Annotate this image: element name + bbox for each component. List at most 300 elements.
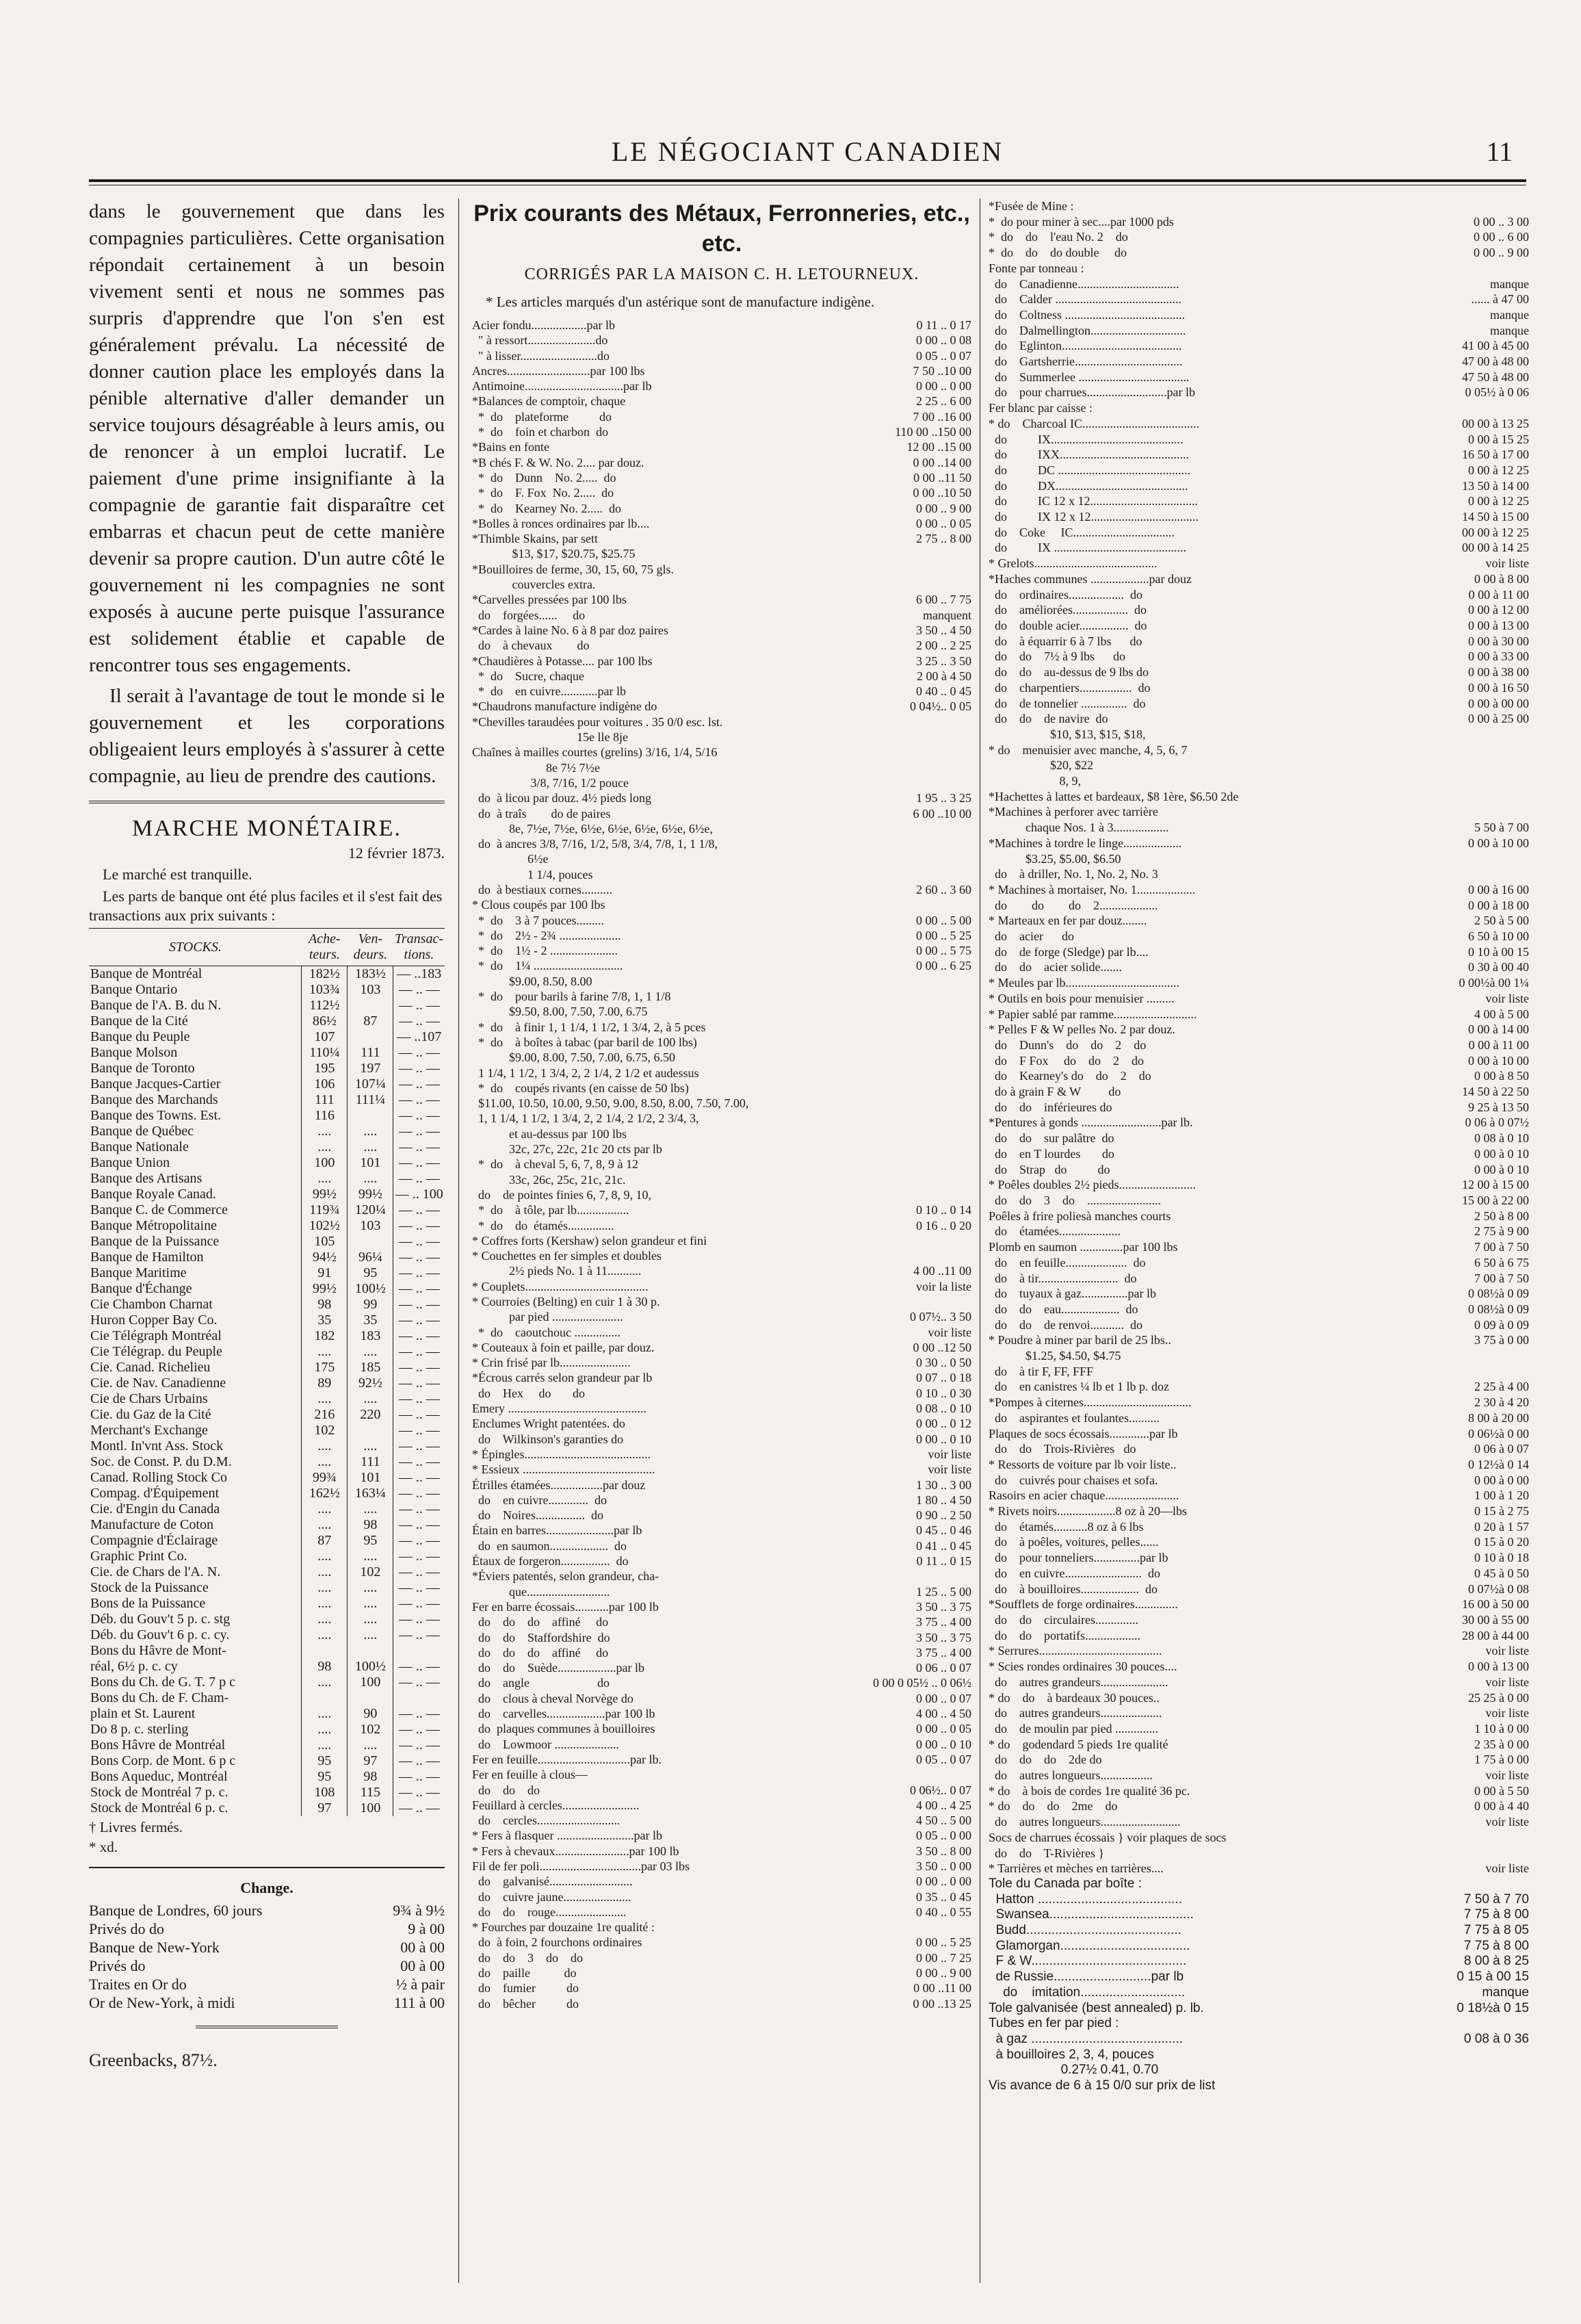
price-line — [472, 654, 971, 669]
item-label: * Scies rondes ordinaires 30 pouces.... — [989, 1660, 1177, 1674]
item-price: 8 00 à 8 25 — [1463, 1954, 1529, 1969]
price-line — [472, 913, 971, 928]
item-label: * do à tôle, par lb................. — [472, 1203, 629, 1217]
item-price: 0 45 à 0 50 — [1474, 1566, 1529, 1580]
price-line — [989, 509, 1529, 525]
transactions: — .. — — [393, 1313, 445, 1328]
item-label: * Couchettes en fer simples et doubles — [472, 1249, 662, 1263]
item-price: 4 00 .. 4 50 — [916, 1707, 971, 1721]
price-line — [472, 1432, 971, 1447]
transactions: — .. — — [393, 1438, 445, 1454]
item-price: 2 75 .. 8 00 — [916, 532, 971, 546]
item-label: do autres grandeurs.................... — [989, 1706, 1162, 1720]
price-line — [989, 1705, 1529, 1721]
price-line — [989, 1628, 1529, 1644]
transactions: — .. — — [393, 1281, 445, 1297]
price-line — [472, 1645, 971, 1660]
item-price: 0 90 .. 2 50 — [916, 1508, 971, 1523]
list-item — [89, 1938, 445, 1957]
item-price: 0 06½.. 0 07 — [910, 1783, 971, 1797]
price-line — [472, 836, 971, 851]
table-row — [89, 1501, 445, 1517]
item-label: do plaques communes à bouilloires — [472, 1722, 655, 1736]
price-line — [472, 1691, 971, 1706]
item-price: 4 50 .. 5 00 — [916, 1813, 971, 1828]
item-price: 0 10 à 0 18 — [1474, 1551, 1529, 1565]
item-label: do Calder ......................................... — [989, 292, 1181, 307]
price-line — [989, 229, 1529, 245]
item-price: 2 75 à 9 00 — [1474, 1224, 1529, 1239]
item-price — [1525, 2063, 1529, 2078]
item-price: 0 12½à 0 14 — [1468, 1457, 1529, 1471]
price-line — [472, 806, 971, 821]
item-price — [1525, 400, 1529, 416]
item-price — [1525, 1846, 1529, 1861]
buy-price: 110¼ — [302, 1045, 348, 1061]
buy-price: 182½ — [302, 966, 348, 983]
table-row — [89, 1612, 445, 1627]
page-number: 11 — [1486, 136, 1513, 167]
item-label: do Lowmoor ..................... — [472, 1737, 619, 1751]
sell-price: 197 — [348, 1061, 393, 1076]
item-price: 0 00 0 05½ .. 0 06½ — [873, 1676, 971, 1690]
sell-price: 183 — [348, 1328, 393, 1344]
item-label: * Grelots........................................ — [989, 556, 1158, 571]
item-price: 0 11 .. 0 15 — [916, 1554, 971, 1568]
item-label: do en cuivre............. do — [472, 1493, 607, 1507]
stock-name: Banque Molson — [90, 1045, 178, 1060]
item-price — [967, 775, 971, 790]
item-label: Étaux de forgeron................ do — [472, 1554, 629, 1568]
item-price: 0 00 à 13 00 — [1468, 618, 1529, 632]
price-line — [989, 354, 1529, 370]
item-label: do cuivre jaune...................... — [472, 1889, 631, 1904]
item-price: 15 00 à 22 00 — [1462, 1193, 1529, 1207]
price-line — [989, 1224, 1529, 1239]
item-price — [967, 1233, 971, 1248]
price-line — [989, 556, 1529, 571]
item-label: do do circulaires.............. — [989, 1612, 1138, 1627]
item-price: 0 11 .. 0 17 — [916, 318, 971, 332]
item-label: *Pentures à gonds ..........................par lb. — [989, 1115, 1193, 1130]
price-line — [472, 1889, 971, 1905]
price-line — [989, 959, 1529, 975]
item-label: do à driller, No. 1, No. 2, No. 3 — [989, 867, 1158, 881]
item-label: do de pointes finies 6, 7, 8, 9, 10, — [472, 1187, 651, 1202]
table-row — [89, 1690, 445, 1706]
sell-price: 111 — [348, 1454, 393, 1470]
stock-name: Compagnie d'Éclairage — [90, 1533, 218, 1548]
item-label: do do inférieures do — [989, 1100, 1112, 1114]
sell-price: 100 — [348, 1675, 393, 1690]
price-line — [472, 745, 971, 760]
transactions: — .. — — [393, 1675, 445, 1690]
item-label: do DC ........................................... — [989, 463, 1191, 477]
item-price: 14 50 à 15 00 — [1462, 510, 1529, 524]
item-label: Poêles à frire poliesà manches courts — [989, 1209, 1171, 1223]
price-line — [472, 348, 971, 363]
price-line — [989, 1317, 1529, 1333]
item-price: voir liste — [1485, 1675, 1529, 1689]
item-price: 1 95 .. 3 25 — [916, 791, 971, 805]
item-label: * do 3 à 7 pouces......... — [472, 913, 604, 927]
item-price — [967, 745, 971, 760]
item-label: * Meules par lb..................................... — [989, 976, 1179, 990]
item-label: 6½e — [472, 852, 549, 866]
item-label: Fil de fer poli.................................par 03 lbs — [472, 1859, 690, 1873]
item-price: 0 00 .. 0 10 — [916, 1737, 971, 1751]
price-line — [472, 1996, 971, 2011]
item-price: 3 50 .. 4 50 — [916, 623, 971, 637]
price-line — [989, 1193, 1529, 1209]
item-label: do do do — [472, 1783, 540, 1797]
item-price: 1 10 à 0 00 — [1474, 1721, 1529, 1735]
stock-name: Stock de Montréal 7 p. c. — [90, 1785, 228, 1800]
buy-price: 111 — [302, 1092, 348, 1108]
item-label: * Crin frisé par lb....................... — [472, 1356, 631, 1370]
item-price: manque — [1490, 323, 1529, 337]
price-line — [472, 1614, 971, 1629]
price-line — [472, 1859, 971, 1874]
buy-price: .... — [302, 1612, 348, 1627]
item-price — [967, 851, 971, 866]
item-label: do do do affiné do — [472, 1615, 609, 1629]
transactions: — .. — — [393, 1627, 445, 1643]
price-line — [989, 836, 1529, 851]
price-line — [472, 1309, 971, 1324]
transactions: — .. — — [393, 1501, 445, 1517]
item-label: do DX........................................... — [989, 478, 1188, 493]
transactions: — ..183 — [393, 966, 445, 983]
price-line — [989, 634, 1529, 649]
buy-price: 91 — [302, 1265, 348, 1281]
item-price: 0 00 à 8 00 — [1474, 571, 1529, 586]
stock-name: Cie. du Gaz de la Cité — [90, 1407, 211, 1422]
item-label: do en cuivre......................... do — [989, 1566, 1160, 1580]
item-label: *Bouilloires de ferme, 30, 15, 60, 75 gls. — [472, 562, 674, 576]
item-label: do à tir.......................... do — [989, 1271, 1137, 1285]
table-row — [89, 1785, 445, 1800]
item-price: manque — [1490, 307, 1529, 322]
item-label: do IX 12 x 12................................... — [989, 510, 1199, 524]
item-label: do à traîs do de paires — [472, 806, 611, 821]
item-label: do en canistres ¼ lb et 1 lb p. doz — [989, 1380, 1169, 1394]
stock-name: Banque des Marchands — [90, 1092, 218, 1107]
item-price: 0 00 .. 9 00 — [916, 1966, 971, 1980]
sell-price — [348, 1234, 393, 1250]
price-line — [472, 1568, 971, 1584]
item-label: * Poêles doubles 2½ pieds......................... — [989, 1178, 1196, 1192]
buy-price: 98 — [302, 1659, 348, 1675]
item-label: 1 1/4, pouces — [472, 867, 593, 881]
item-label: * do godendard 5 pieds 1re qualité — [989, 1737, 1168, 1751]
item-price: 0 00½à 00 1¼ — [1459, 976, 1529, 990]
table-row — [89, 1344, 445, 1360]
item-label: do à grain F & W do — [989, 1085, 1121, 1099]
table-row — [89, 1187, 445, 1202]
item-price: 12 00 à 15 00 — [1462, 1178, 1529, 1192]
sell-price: .... — [348, 1139, 393, 1155]
item-price: 0 00 à 16 50 — [1468, 680, 1529, 695]
column-prices — [472, 198, 971, 2297]
item-price: 7 50 à 7 70 — [1463, 1892, 1529, 1907]
price-line — [472, 1493, 971, 1508]
item-label: * do 1½ - 2 ...................... — [472, 944, 618, 958]
price-line — [989, 416, 1529, 432]
table-row — [89, 1738, 445, 1753]
price-line — [472, 363, 971, 378]
stock-name: Cie de Chars Urbains — [90, 1391, 208, 1406]
item-price: 3 75 .. 4 00 — [916, 1615, 971, 1629]
price-line — [472, 1447, 971, 1462]
stock-name: Banque Ontario — [90, 982, 178, 997]
item-price: 3 50 .. 0 00 — [916, 1859, 971, 1873]
item-label: do Kearney's do do 2 do — [989, 1069, 1151, 1083]
price-line — [989, 292, 1529, 307]
item-label: et au-dessus par 100 lbs — [472, 1126, 627, 1141]
stock-name: Banque d'Échange — [90, 1281, 192, 1296]
item-price: 0 05 .. 0 00 — [916, 1829, 971, 1843]
item-label: do do portatifs.................. — [989, 1628, 1140, 1642]
price-line — [989, 1550, 1529, 1566]
price-line — [989, 1115, 1529, 1131]
item-label: do à tir F, FF, FFF — [989, 1364, 1094, 1378]
table-row — [89, 1029, 445, 1045]
price-line — [472, 851, 971, 866]
price-line — [472, 1386, 971, 1401]
item-label: * Fers à chevaux........................par 100 lb — [472, 1844, 679, 1858]
price-line — [989, 1534, 1529, 1550]
market-title: MARCHE MONÉTAIRE. — [132, 816, 402, 841]
item-label: Hatton ........................................ — [989, 1892, 1182, 1907]
stock-name: Banque de Québec — [90, 1124, 194, 1139]
price-line — [989, 2063, 1529, 2078]
price-line — [472, 1218, 971, 1233]
item-label: F & W........................................... — [989, 1954, 1187, 1969]
sell-price: 183½ — [348, 966, 393, 983]
item-label: do do 3 do do — [472, 1950, 583, 1965]
price-line — [472, 546, 971, 561]
item-price — [1525, 261, 1529, 276]
item-price: 110 00 ..150 00 — [895, 425, 971, 439]
transactions: — .. — — [393, 1706, 445, 1722]
price-line — [989, 1907, 1529, 1923]
item-label: do Dunn's do do 2 do — [989, 1037, 1147, 1052]
transactions: — .. — — [393, 998, 445, 1013]
item-price — [1525, 2078, 1529, 2094]
item-label: do Wilkinson's garanties do — [472, 1432, 624, 1446]
buy-price: 89 — [302, 1376, 348, 1391]
buy-price: .... — [302, 1454, 348, 1470]
transactions: — .. — — [393, 1612, 445, 1627]
item-price: 0 00 ..11 00 — [913, 1981, 971, 1996]
price-line — [472, 1630, 971, 1645]
item-price: 47 50 à 48 00 — [1462, 370, 1529, 384]
table-row — [89, 1376, 445, 1391]
item-label: à gaz .......................................... — [989, 2031, 1184, 2046]
footnote: * xd. — [89, 1839, 118, 1855]
item-label: do do Suède...................par lb — [472, 1661, 644, 1675]
item-label: $3.25, $5.00, $6.50 — [989, 851, 1121, 866]
table-row — [89, 1171, 445, 1187]
item-price: 0 07½.. 3 50 — [910, 1310, 971, 1324]
price-line — [989, 1519, 1529, 1535]
item-price: 3 50 .. 8 00 — [916, 1844, 971, 1858]
sell-price: 103 — [348, 982, 393, 998]
item-price: 0 00 .. 9 00 — [1474, 246, 1529, 260]
sell-price: 163¼ — [348, 1486, 393, 1501]
item-price: 0 00 .. 3 00 — [1474, 214, 1529, 229]
sell-price: 100½ — [348, 1281, 393, 1297]
price-line — [989, 1332, 1529, 1348]
price-line — [472, 989, 971, 1004]
price-line — [472, 821, 971, 836]
item-price — [967, 897, 971, 912]
sell-price: 220 — [348, 1407, 393, 1423]
item-price: 16 00 à 50 00 — [1462, 1597, 1529, 1612]
price-line — [989, 214, 1529, 230]
price-line — [472, 958, 971, 973]
price-line — [472, 730, 971, 745]
price-line — [472, 1721, 971, 1736]
item-label: do do de renvoi........... do — [989, 1317, 1142, 1332]
item-label: $20, $22 — [989, 758, 1093, 773]
item-label: do autres grandeurs...................... — [989, 1675, 1168, 1689]
item-label: 33c, 26c, 25c, 21c, 21c. — [472, 1172, 626, 1187]
item-price: 7 75 à 8 00 — [1463, 1907, 1529, 1922]
change-label: Or de New-York, à midi — [89, 1994, 235, 2011]
table-row — [89, 1486, 445, 1501]
item-label: * do do do double do — [989, 246, 1127, 260]
price-line — [472, 1126, 971, 1141]
item-price: 2 00 à 4 50 — [917, 669, 971, 683]
item-price: 28 00 à 44 00 — [1462, 1628, 1529, 1642]
price-line — [989, 1503, 1529, 1519]
item-price — [967, 1035, 971, 1050]
item-price: 0 00 à 11 00 — [1468, 587, 1529, 602]
stock-name: Bons Aqueduc, Montréal — [90, 1769, 228, 1784]
item-label: $13, $17, $20.75, $25.75 — [472, 547, 636, 561]
transactions: — .. — — [393, 1250, 445, 1265]
item-label: 1, 1 1/4, 1 1/2, 1 3/4, 2, 2 1/4, 2 1/2, 2 3/4, 3, — [472, 1111, 699, 1126]
stock-name: Do 8 p. c. sterling — [90, 1722, 189, 1737]
table-row — [89, 1124, 445, 1139]
market-date: 12 février 1873. — [348, 844, 445, 862]
buy-price: 99¾ — [302, 1470, 348, 1486]
stocks-body — [89, 966, 445, 1817]
buy-price: 98 — [302, 1297, 348, 1313]
item-price: 2 25 à 4 00 — [1474, 1380, 1529, 1394]
table-row — [89, 1061, 445, 1076]
item-price: manque — [1490, 276, 1529, 291]
transactions: — .. — — [393, 1061, 445, 1076]
item-price: 00 00 à 14 25 — [1462, 541, 1529, 555]
price-line — [989, 1302, 1529, 1317]
item-label: *Soufflets de forge ordinaires.............. — [989, 1597, 1178, 1612]
item-label: do do 7½ à 9 lbs do — [989, 649, 1125, 664]
price-line — [472, 1783, 971, 1798]
price-line — [989, 1379, 1529, 1395]
buy-price: .... — [302, 1596, 348, 1612]
stock-name: Graphic Print Co. — [90, 1549, 187, 1564]
item-price — [967, 546, 971, 561]
buy-price: .... — [302, 1580, 348, 1596]
stock-name: Cie Télégraph Montréal — [90, 1328, 222, 1343]
change-value: ½ à pair — [395, 1976, 445, 1993]
price-line — [472, 1935, 971, 1950]
price-line — [472, 1599, 971, 1614]
transactions: — .. — — [393, 1580, 445, 1596]
item-label: do Summerlee .................................... — [989, 370, 1190, 384]
greenbacks: Greenbacks, 87½. — [89, 2050, 218, 2070]
item-price: 0 00 .. 6 25 — [916, 959, 971, 973]
table-row — [89, 1800, 445, 1816]
stock-name: Cie Chambon Charnat — [90, 1297, 213, 1312]
sell-price: 35 — [348, 1313, 393, 1328]
price-line — [472, 470, 971, 485]
price-line — [472, 1294, 971, 1309]
item-price: 0 00 .. 0 00 — [916, 379, 971, 393]
buy-price — [302, 1643, 348, 1659]
price-line — [989, 1768, 1529, 1783]
item-label: do do de navire do — [989, 712, 1108, 726]
sell-price: 111¼ — [348, 1092, 393, 1108]
item-label: do do 3 do ........................ — [989, 1193, 1161, 1207]
col-header: Transac-tions. — [393, 929, 445, 966]
change-label: Banque de Londres, 60 jours — [89, 1902, 263, 1919]
price-line — [472, 1752, 971, 1767]
item-price: 0 00 à 15 25 — [1468, 432, 1529, 446]
price-line — [989, 1939, 1529, 1954]
item-label: * do à finir 1, 1 1/4, 1 1/2, 1 3/4, 2, à 5 pces — [472, 1020, 706, 1034]
sell-price: 98 — [348, 1517, 393, 1533]
item-label: do à bouilloires................... do — [989, 1581, 1158, 1596]
item-label: *Haches communes ...................par douz — [989, 571, 1192, 586]
price-line — [989, 571, 1529, 587]
item-price — [967, 714, 971, 730]
stock-name: Banque de Hamilton — [90, 1250, 204, 1265]
price-line — [989, 1426, 1529, 1442]
item-label: do IX........................................... — [989, 432, 1184, 446]
item-price: 0 00 ..12 50 — [913, 1340, 971, 1354]
price-line — [989, 727, 1529, 743]
sell-price — [348, 1643, 393, 1659]
item-price: 00 00 à 12 25 — [1462, 525, 1529, 539]
item-label: do bêcher do — [472, 1996, 579, 2011]
transactions: — .. — — [393, 1139, 445, 1155]
item-label: do Dalmellington............................... — [989, 323, 1186, 337]
buy-price: 116 — [302, 1108, 348, 1124]
item-price — [1525, 773, 1529, 789]
buy-price: .... — [302, 1722, 348, 1738]
transactions: — .. — — [393, 1171, 445, 1187]
stock-name: Stock de la Puissance — [90, 1580, 209, 1595]
price-line — [989, 400, 1529, 416]
sell-price: .... — [348, 1738, 393, 1753]
price-line — [472, 531, 971, 546]
item-label: *Bains en fonte — [472, 440, 549, 454]
sell-price: 111 — [348, 1045, 393, 1061]
item-price: 7 00 à 7 50 — [1474, 1240, 1529, 1254]
item-label: do carvelles...................par 100 lb — [472, 1707, 655, 1721]
item-label: do forgées...... do — [472, 608, 586, 622]
sell-price — [348, 1690, 393, 1706]
item-price — [1525, 789, 1529, 805]
item-price: 4 00 à 5 00 — [1474, 1007, 1529, 1021]
table-row — [89, 1533, 445, 1549]
item-price: 6 00 ..10 00 — [913, 806, 971, 821]
table-row — [89, 1470, 445, 1486]
